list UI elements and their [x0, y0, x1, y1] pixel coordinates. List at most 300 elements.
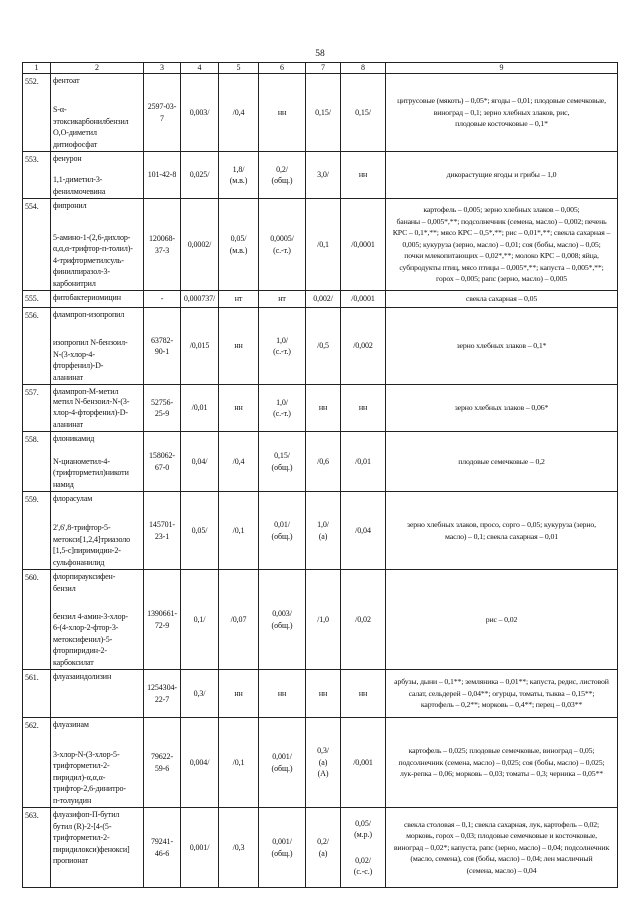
- column-7-cell: [306, 718, 341, 808]
- column-number-header: 4: [181, 63, 219, 74]
- cell-text-line: свекла столовая – 0,1; свекла сахарная, лук, картофель – 0,02;: [403, 819, 600, 829]
- column-7-cell: [306, 808, 341, 888]
- cell-text-line: нт: [234, 294, 243, 304]
- cell-text-line: 1,0/: [276, 335, 288, 345]
- column-8-cell: [341, 718, 386, 808]
- column-9-cell: [386, 432, 618, 492]
- cell-text-line: салат, сельдерей – 0,04**; огурцы, томаты, тыква – 0,15**;: [408, 688, 595, 698]
- cell-text-line: 46-6: [154, 848, 170, 858]
- cell-text-line: 0,15/: [355, 107, 371, 117]
- cell-text-line: виноград – 0,02*; капуста, рапс (зерно, масло) – 0,04; подсолнечник: [393, 842, 610, 852]
- row-number-cell: [23, 74, 51, 152]
- cell-text-line: 0,001/: [272, 752, 292, 761]
- column-8-cell: [341, 670, 386, 718]
- cell-text-line: 0,001/: [272, 837, 292, 846]
- row-number: 554.: [25, 202, 39, 211]
- cell-text-line: нн: [234, 341, 243, 351]
- cell-text-line: /0,4: [232, 456, 245, 466]
- column-9-cell: [386, 570, 618, 670]
- cell-text-line: 67-0: [154, 462, 170, 472]
- column-5-cell: [219, 808, 259, 888]
- column-number-header: 3: [144, 63, 181, 74]
- cell-text-line: 0,05/: [191, 525, 208, 535]
- cell-text-line: 0,0002/: [187, 239, 212, 249]
- table-row: [23, 718, 618, 808]
- cell-text-line: /0,015: [189, 341, 210, 351]
- chemical-name-line: дитиофосфат: [53, 139, 98, 149]
- column-4-cell: [181, 492, 219, 570]
- cas-number-cell: [144, 432, 181, 492]
- column-6-cell: [259, 74, 306, 152]
- column-5-cell: [219, 308, 259, 385]
- substance-name-line: флорпирауксифен-: [53, 572, 116, 581]
- chemical-name-line: этоксикарбонилбензил: [53, 116, 129, 126]
- substance-cell: [51, 570, 144, 670]
- chemical-name-line: карбоксилат: [53, 657, 94, 667]
- substance-cell: [51, 808, 144, 888]
- cell-text-line: 22-7: [154, 694, 170, 704]
- cell-text-line: (с.-с.): [353, 867, 373, 876]
- row-number-cell: [23, 385, 51, 432]
- row-number-cell: [23, 570, 51, 670]
- cell-text-line: 1,8/: [232, 164, 245, 174]
- cell-text-line: 90-1: [154, 347, 170, 356]
- column-8-cell: [341, 492, 386, 570]
- column-6-cell: [259, 432, 306, 492]
- cell-text-line: нт: [278, 294, 286, 304]
- column-8-cell: [341, 152, 386, 199]
- substance-name-line: бензил: [53, 583, 76, 593]
- cell-text-line: нн: [358, 170, 368, 180]
- substance-cell: [51, 718, 144, 808]
- substance-cell: [51, 74, 144, 152]
- cell-text-line: нн: [277, 688, 287, 698]
- column-6-cell: [259, 808, 306, 888]
- cell-text-line: цитрусовые (мякоть) – 0,05*; ягоды – 0,01; плодовые семечковые,: [397, 96, 606, 106]
- chemical-name-line: аланинат: [53, 419, 84, 429]
- column-8-cell: [341, 74, 386, 152]
- cell-text-line: (масло, семена), соя (бобы, масло) – 0,04; лен масличный: [410, 854, 593, 864]
- chemical-name-line: 4-трифторметилсуль-: [53, 255, 124, 265]
- column-number-header: 9: [386, 63, 618, 74]
- cell-text-line: /0,1: [232, 525, 245, 535]
- chemical-name-line: 5-амино-1-(2,6-дихлор-: [53, 232, 131, 242]
- column-9-cell: [386, 808, 618, 888]
- substance-name-line: флуазаиндолизин: [53, 672, 112, 681]
- cell-text-line: 120068-: [149, 234, 175, 243]
- column-5-cell: [219, 670, 259, 718]
- cell-text-line: 72-9: [154, 620, 170, 630]
- chemical-name-line: фторпиридин-2-: [53, 646, 107, 655]
- column-9-cell: [386, 492, 618, 570]
- cell-text-line: 0,001/: [189, 842, 210, 852]
- row-number-cell: [23, 718, 51, 808]
- table-row: [23, 199, 618, 291]
- cell-text-line: /0,5: [317, 341, 329, 351]
- cell-text-line: /1,0: [317, 614, 329, 624]
- cell-text-line: (м.р.): [354, 830, 372, 839]
- cas-number-cell: [144, 385, 181, 432]
- cell-text-line: 0,04/: [191, 456, 208, 466]
- column-7-cell: [306, 308, 341, 385]
- column-9-cell: [386, 152, 618, 199]
- substance-name: [53, 75, 141, 87]
- cell-text-line: 101-42-8: [147, 170, 177, 180]
- cell-text-line: /0,01: [191, 403, 208, 413]
- row-number: 556.: [25, 311, 39, 320]
- column-8-cell: [341, 432, 386, 492]
- column-6-cell: [259, 492, 306, 570]
- substance-cell: [51, 199, 144, 291]
- column-7-cell: [306, 199, 341, 291]
- column-7-cell: [306, 291, 341, 308]
- cell-text-line: 0,003/: [272, 609, 292, 618]
- substance-name-line: флампроп-изопропил: [53, 310, 125, 319]
- chemical-name-line: S-α-: [53, 105, 67, 114]
- column-7-cell: [306, 492, 341, 570]
- column-4-cell: [181, 199, 219, 291]
- substance-name-line: флуазифоп-П-бутил: [53, 810, 120, 819]
- cell-text-line: /0,07: [230, 614, 247, 624]
- column-8-cell: [341, 808, 386, 888]
- column-4-cell: [181, 385, 219, 432]
- cas-number-cell: [144, 670, 181, 718]
- cell-text-line: /0,04: [355, 525, 371, 535]
- column-4-cell: [181, 152, 219, 199]
- column-6-cell: [259, 308, 306, 385]
- cell-text-line: /0,0001: [351, 239, 375, 249]
- table-row: [23, 308, 618, 385]
- cell-text-line: плодовые семечковые – 0,2: [458, 456, 545, 466]
- row-number: 555.: [25, 294, 39, 303]
- column-5-cell: [219, 718, 259, 808]
- cell-text-line: зерно хлебных злаков – 0,1*: [456, 341, 547, 351]
- cell-text-line: картофель – 0,2**; морковь – 0,4**; перец – 0,03**: [420, 700, 583, 710]
- substance-cell: [51, 492, 144, 570]
- row-number-cell: [23, 432, 51, 492]
- column-5-cell: [219, 291, 259, 308]
- chemical-name: [53, 104, 129, 150]
- chemical-name-line: п-толуидин: [53, 795, 92, 805]
- column-9-cell: [386, 670, 618, 718]
- cell-text-line: 63782-: [150, 335, 174, 345]
- row-number: 557.: [25, 388, 39, 397]
- cell-text-line: 0,15/: [274, 451, 290, 460]
- row-number: 559.: [25, 495, 39, 504]
- column-6-cell: [259, 570, 306, 670]
- column-4-cell: [181, 670, 219, 718]
- chemical-name-line: сульфонанилид: [53, 557, 105, 567]
- cell-text-line: почки млекопитающих – 0,02*,**; молоко КРС – 0,008; яйца,: [404, 251, 599, 261]
- cell-text-line: (м.в.): [229, 176, 248, 185]
- cell-text-line: (А): [317, 769, 329, 779]
- cell-text-line: картофель – 0,025; плодовые семечковые, виноград – 0,05;: [408, 746, 595, 756]
- cell-text-line: 0,15/: [315, 107, 331, 117]
- row-number-cell: [23, 808, 51, 888]
- cell-text-line: 1,0/: [276, 397, 288, 407]
- chemical-name-line: О,О-диметил: [53, 128, 97, 137]
- table-row: [23, 385, 618, 432]
- column-number-header: 1: [23, 63, 51, 74]
- cell-text-line: 0,2/: [276, 164, 288, 174]
- cell-text-line: (с.-т.): [273, 409, 291, 418]
- cell-text-line: подсолнечник (семена, масло) – 0,025; соя (бобы, масло) – 0,025;: [398, 757, 605, 767]
- column-6-cell: [259, 718, 306, 808]
- cell-text-line: 23-1: [154, 531, 170, 541]
- substance-name-line: флоникамид: [53, 434, 95, 443]
- substance-name-line: фитобактериомицин: [53, 293, 121, 302]
- table-row: [23, 74, 618, 152]
- column-8-cell: [341, 291, 386, 308]
- cell-text-line: нн: [358, 403, 368, 413]
- chemical-name-line: изопропил N-бензоил-: [53, 338, 128, 347]
- substance-cell: [51, 291, 144, 308]
- cell-text-line: /0,3: [232, 842, 245, 852]
- substance-name: [53, 719, 141, 731]
- cell-text-line: нн: [234, 688, 243, 698]
- chemical-name-line: бензил 4-амин-3-хлор-: [53, 611, 128, 621]
- cell-text-line: нн: [234, 403, 243, 413]
- column-6-cell: [259, 670, 306, 718]
- row-number: 553.: [25, 155, 39, 164]
- substance-name: [53, 809, 141, 821]
- chemical-name-line: (трифторметил)никоти: [53, 468, 129, 477]
- chemical-name: [53, 522, 130, 568]
- cell-text-line: 7: [160, 113, 164, 123]
- cell-text-line: /0,1: [232, 757, 245, 767]
- column-7-cell: [306, 385, 341, 432]
- chemical-name-line: N-(3-хлор-4-: [53, 349, 95, 359]
- cell-text-line: 79622-: [150, 752, 174, 761]
- cell-text-line: КРС – 0,1*,**; мясо КРС – 0,5*,**; рис – 0,01*,**; свекла сахарная –: [392, 228, 611, 238]
- cell-text-line: (а): [318, 757, 328, 767]
- column-7-cell: [306, 432, 341, 492]
- cell-text-line: 52756-: [150, 397, 174, 407]
- column-4-cell: [181, 570, 219, 670]
- column-number-header: 5: [219, 63, 259, 74]
- cell-text-line: (а): [318, 531, 328, 541]
- substance-name-line: флорасулам: [53, 494, 93, 503]
- column-4-cell: [181, 74, 219, 152]
- chemical-name-line: фенилмочевина: [53, 186, 106, 196]
- cell-text-line: 1390661-: [147, 609, 177, 618]
- cell-text-line: (общ.): [271, 531, 293, 541]
- cas-number-cell: [144, 308, 181, 385]
- column-7-cell: [306, 74, 341, 152]
- column-8-cell: [341, 385, 386, 432]
- column-6-cell: [259, 385, 306, 432]
- cell-text-line: (общ.): [271, 462, 293, 472]
- cell-text-line: (м.в.): [229, 245, 248, 255]
- cell-text-line: (с.-т.): [273, 245, 291, 255]
- cas-number-cell: [144, 570, 181, 670]
- row-number-cell: [23, 152, 51, 199]
- row-number: 558.: [25, 435, 39, 444]
- table-row: [23, 670, 618, 718]
- chemical-name-line: пиридилокси)фенокси]: [53, 844, 130, 854]
- chemical-name-line: хлор-4-фторфенил)-D-: [53, 408, 128, 417]
- chemical-name-line: α,α,α-трифтор-п-толил)-: [53, 244, 133, 253]
- cell-text-line: нн: [318, 403, 328, 413]
- column-4-cell: [181, 291, 219, 308]
- cell-text-line: 2597-03-: [147, 102, 177, 111]
- column-number-header: 7: [306, 63, 341, 74]
- cell-text-line: 0,0005/: [270, 234, 294, 243]
- column-9-cell: [386, 308, 618, 385]
- column-number-header: 2: [51, 63, 144, 74]
- column-number-header: 6: [259, 63, 306, 74]
- chemical-name-line: намид: [53, 479, 74, 489]
- cell-text-line: зерно хлебных злаков – 0,06*: [454, 403, 549, 413]
- chemical-name: [53, 821, 141, 867]
- substance-name: [53, 493, 141, 505]
- column-6-cell: [259, 152, 306, 199]
- chemical-name-line: 6-(4-хлор-2-фтор-3-: [53, 623, 119, 632]
- cell-text-line: 25-9: [154, 409, 170, 418]
- cell-text-line: /0,1: [317, 239, 329, 249]
- substance-name: [53, 153, 141, 165]
- substance-cell: [51, 385, 144, 432]
- cas-number-cell: [144, 718, 181, 808]
- chemical-name-line: метоксифенил)-5-: [53, 634, 113, 644]
- row-number-cell: [23, 670, 51, 718]
- cell-text-line: 145701-: [149, 520, 175, 529]
- chemical-name: [53, 174, 105, 197]
- cell-text-line: бананы – 0,005*,**; подсолнечник (семена, масло) – 0,002; печень: [396, 216, 607, 226]
- column-7-cell: [306, 152, 341, 199]
- cell-text-line: 0,02/: [355, 855, 371, 865]
- cell-text-line: горох – 0,005; рапс (зерно, масло) – 0,005: [436, 274, 567, 284]
- row-number: 563.: [25, 811, 39, 820]
- row-number-cell: [23, 492, 51, 570]
- cell-text-line: (общ.): [271, 620, 293, 630]
- column-6-cell: [259, 291, 306, 308]
- cell-text-line: 3,0/: [317, 170, 329, 180]
- cell-text-line: (с.-т.): [273, 347, 291, 356]
- column-5-cell: [219, 74, 259, 152]
- regulation-table: [22, 62, 618, 888]
- row-number: 561.: [25, 673, 39, 682]
- substance-name: [53, 292, 141, 304]
- cell-text-line: (общ.): [271, 176, 293, 185]
- cell-text-line: /0,02: [355, 614, 371, 624]
- cell-text-line: 1254304-: [147, 683, 177, 692]
- cell-text-line: /0,6: [317, 456, 329, 466]
- cell-text-line: /0,01: [355, 456, 371, 466]
- cas-number-cell: [144, 808, 181, 888]
- substance-name-line: фипронил: [53, 201, 87, 210]
- cell-text-line: виноград – 0,1; зерно хлебных злаков, рис,: [433, 107, 570, 117]
- column-8-cell: [341, 199, 386, 291]
- chemical-name-line: 1,1-диметил-3-: [53, 175, 103, 184]
- column-9-cell: [386, 385, 618, 432]
- cell-text-line: субпродукты птиц, мясо птицы – 0,005*,**; капуста – 0,005*,**;: [399, 262, 604, 272]
- chemical-name: [53, 456, 129, 491]
- chemical-name-line: 2',6',8-трифтор-5-: [53, 523, 111, 532]
- cell-text-line: 0,2/: [317, 837, 329, 846]
- cell-text-line: 0,3/: [317, 746, 329, 756]
- cell-text-line: 0,3/: [193, 688, 206, 698]
- column-9-cell: [386, 718, 618, 808]
- column-5-cell: [219, 492, 259, 570]
- cell-text-line: зерно хлебных злаков, просо, сорго – 0,05; кукуруза (зерно,: [407, 520, 596, 529]
- substance-name: [53, 571, 141, 594]
- substance-name-line: флампроп-М-метил: [53, 387, 119, 396]
- cas-number-cell: [144, 74, 181, 152]
- cas-number-cell: [144, 199, 181, 291]
- cell-text-line: нн: [318, 688, 328, 698]
- cell-text-line: /0,002: [353, 341, 373, 351]
- page-number: 58: [315, 49, 325, 59]
- substance-cell: [51, 670, 144, 718]
- column-4-cell: [181, 308, 219, 385]
- chemical-name: [53, 232, 133, 290]
- cell-text-line: 59-6: [154, 763, 170, 773]
- row-number-cell: [23, 308, 51, 385]
- cell-text-line: (общ.): [271, 848, 293, 858]
- table-row: [23, 291, 618, 308]
- cell-text-line: свекла сахарная – 0,05: [465, 294, 538, 304]
- row-number: 562.: [25, 721, 39, 730]
- cas-number-cell: [144, 291, 181, 308]
- table-row: [23, 492, 618, 570]
- substance-name: [53, 671, 141, 683]
- cell-text-line: /0,4: [232, 107, 245, 117]
- cas-number-cell: [144, 492, 181, 570]
- chemical-name-line: трифторметил-2-: [53, 833, 110, 842]
- column-5-cell: [219, 199, 259, 291]
- chemical-name-line: финилпиразол-3-: [53, 267, 110, 276]
- cell-text-line: арбузы, дыни – 0,1**; земляника – 0,01**; капуста, редис, листовой: [394, 677, 609, 687]
- column-8-cell: [341, 308, 386, 385]
- cell-text-line: 0,005; кукуруза (зерно, масло) – 0,01; соя (бобы, масло) – 0,05;: [402, 239, 601, 249]
- column-5-cell: [219, 432, 259, 492]
- cell-text-line: лук-репка – 0,06; морковь – 0,03; томаты – 0,3; черника – 0,05**: [399, 769, 604, 779]
- row-number-cell: [23, 199, 51, 291]
- column-4-cell: [181, 808, 219, 888]
- table-row: [23, 808, 618, 888]
- cell-text-line: 0,003/: [189, 107, 210, 117]
- cell-text-line: 37-3: [154, 245, 170, 255]
- table-header-row: [23, 63, 618, 74]
- table-row: [23, 152, 618, 199]
- chemical-name-line: метокси[1,2,4]триазоло: [53, 534, 131, 544]
- cas-number-cell: [144, 152, 181, 199]
- cell-text-line: /0,001: [353, 757, 373, 767]
- column-5-cell: [219, 570, 259, 670]
- substance-name: [53, 433, 141, 445]
- cell-text-line: 0,1/: [193, 614, 206, 624]
- cell-text-line: 1,0/: [317, 520, 329, 529]
- cell-text-line: 0,05/: [230, 234, 247, 243]
- column-6-cell: [259, 199, 306, 291]
- cell-text-line: 0,05/: [355, 818, 371, 828]
- chemical-name-line: фторфенил)-D-: [53, 361, 104, 370]
- cell-text-line: нн: [277, 107, 287, 117]
- cell-text-line: морковь, горох – 0,03; плодовые семечковые и косточковые,: [406, 831, 597, 841]
- substance-name-line: флуазинам: [53, 720, 89, 729]
- chemical-name-line: аланинат: [53, 372, 84, 382]
- chemical-name-line: пиридил)-α,α,α-: [53, 772, 106, 782]
- cell-text-line: 0,004/: [189, 757, 210, 767]
- chemical-name: [53, 611, 128, 669]
- chemical-name-line: N-цианометил-4-: [53, 456, 110, 466]
- column-9-cell: [386, 291, 618, 308]
- cell-text-line: (а): [318, 848, 328, 858]
- column-7-cell: [306, 570, 341, 670]
- column-5-cell: [219, 152, 259, 199]
- row-number: 560.: [25, 573, 39, 582]
